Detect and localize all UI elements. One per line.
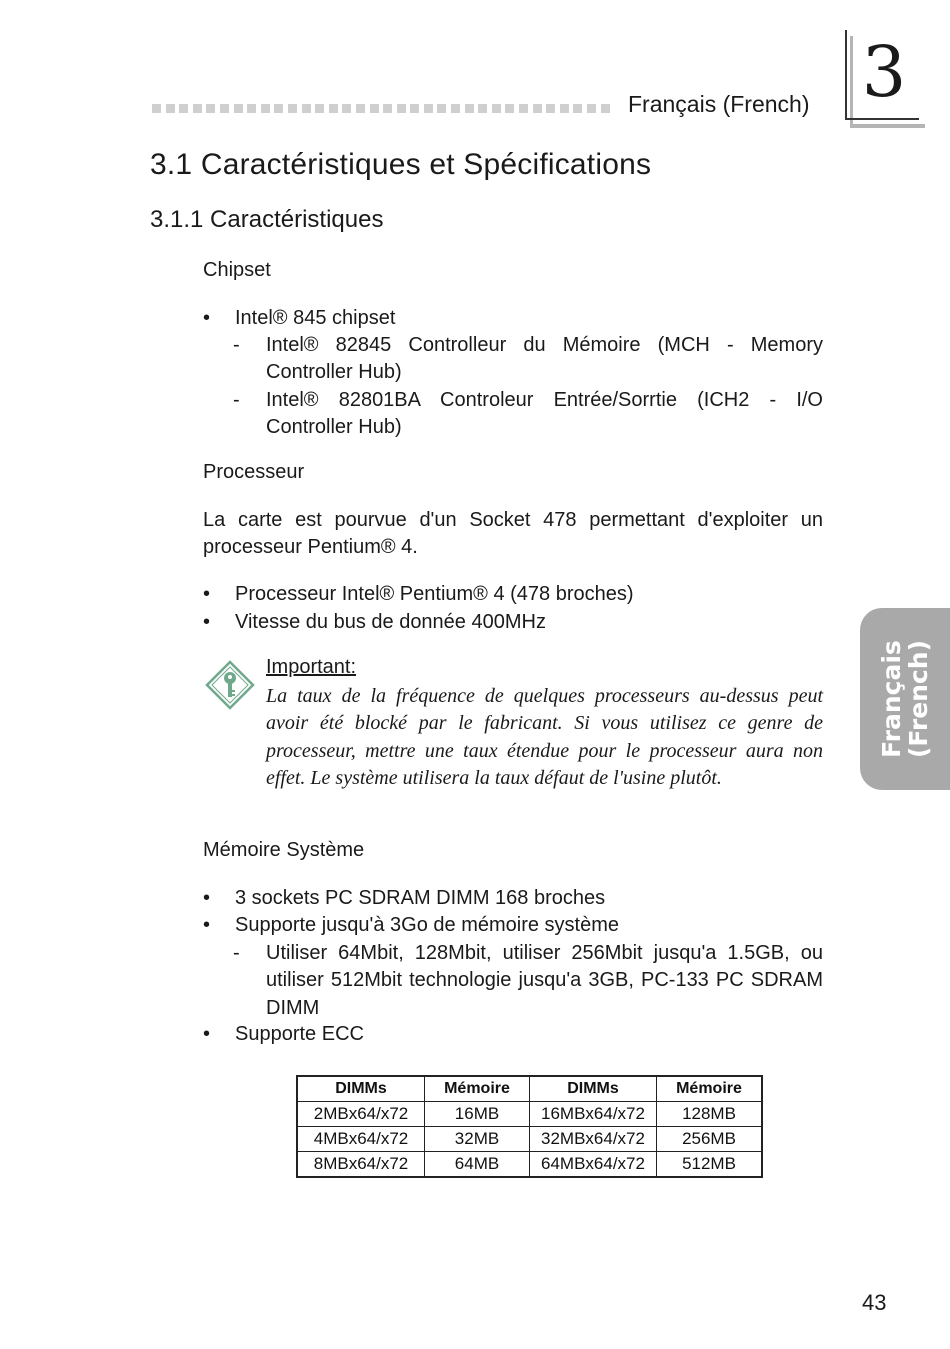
dash-mark: - <box>233 942 240 964</box>
header-language: Français (French) <box>628 91 810 117</box>
header-dot <box>587 104 596 113</box>
table-cell: 128MB <box>657 1102 763 1127</box>
header-dot <box>437 104 446 113</box>
memory-bullet-ecc: Supporte ECC <box>235 1023 364 1045</box>
header-dot <box>288 104 297 113</box>
header-dot <box>560 104 569 113</box>
memory-subitem-tech: Utiliser 64Mbit, 128Mbit, utiliser 256Mbit jusqu'a 1.5GB, ou utiliser 512Mbit technologie jusqu'a 3GB, PC-133 PC SDRAM DIMM <box>266 942 823 1019</box>
header-dot <box>519 104 528 113</box>
table-header: DIMMs <box>530 1076 657 1102</box>
list-item <box>203 1021 823 1048</box>
key-diamond-icon <box>205 660 255 710</box>
dash-mark: - <box>233 334 240 356</box>
bullet-mark: • <box>203 1023 211 1045</box>
table-header: Mémoire <box>657 1076 763 1102</box>
memory-bullet-capacity: Supporte jusqu'à 3Go de mémoire système <box>235 914 620 936</box>
table-cell: 256MB <box>657 1127 763 1152</box>
header-dot <box>451 104 460 113</box>
header-dot <box>193 104 202 113</box>
memory-heading: Mémoire Système <box>203 839 365 861</box>
header-dot <box>329 104 338 113</box>
important-title: Important: <box>266 656 357 678</box>
bullet-mark: • <box>203 611 211 633</box>
list-item <box>203 885 823 912</box>
header-dot <box>546 104 555 113</box>
table-row <box>297 1152 762 1178</box>
header-dot <box>206 104 215 113</box>
table-cell: 4MBx64/x72 <box>297 1127 425 1152</box>
header-dot <box>478 104 487 113</box>
header-dot <box>356 104 365 113</box>
dash-mark: - <box>233 389 240 411</box>
header-dot <box>465 104 474 113</box>
list-item <box>203 912 823 939</box>
header-dot <box>274 104 283 113</box>
processor-bullet-1: Processeur Intel® Pentium® 4 (478 broches) <box>235 583 634 605</box>
header-dot <box>179 104 188 113</box>
header-dot <box>342 104 351 113</box>
page-title: 3.1 Caractéristiques et Spécifications <box>150 148 652 181</box>
header-dot <box>505 104 514 113</box>
processor-paragraph: La carte est pourvue d'un Socket 478 permettant d'exploiter un processeur Pentium® 4. <box>203 509 823 559</box>
table-header: Mémoire <box>425 1076 530 1102</box>
table-row <box>297 1127 762 1152</box>
chipset-subitem-mch: Intel® 82845 Controlleur du Mémoire (MCH - Memory Controller Hub) <box>266 334 823 384</box>
header-dot <box>424 104 433 113</box>
header-dot <box>166 104 175 113</box>
table-cell: 32MBx64/x72 <box>530 1127 657 1152</box>
list-subitem <box>233 940 823 1022</box>
header-dot <box>533 104 542 113</box>
processor-heading: Processeur <box>203 461 305 483</box>
memory-table <box>296 1075 763 1178</box>
list-item <box>203 581 823 608</box>
header-dot <box>601 104 610 113</box>
chipset-subitem-ich2: Intel® 82801BA Controleur Entrée/Sorrtie (ICH2 - I/O Controller Hub) <box>266 389 823 439</box>
memory-bullet-sockets: 3 sockets PC SDRAM DIMM 168 broches <box>235 887 606 909</box>
processor-bullet-2: Vitesse du bus de donnée 400MHz <box>235 611 546 633</box>
header-dot <box>247 104 256 113</box>
table-cell: 2MBx64/x72 <box>297 1102 425 1127</box>
side-label-line2: (French) <box>904 639 933 759</box>
bullet-mark: • <box>203 583 211 605</box>
section-title: 3.1.1 Caractéristiques <box>150 206 384 233</box>
table-cell: 32MB <box>425 1127 530 1152</box>
header-dot <box>220 104 229 113</box>
header-dot <box>370 104 379 113</box>
list-item <box>203 609 823 636</box>
header-dot <box>410 104 419 113</box>
list-item <box>203 305 823 332</box>
header-dot <box>383 104 392 113</box>
list-subitem <box>233 387 823 442</box>
chipset-bullet: Intel® 845 chipset <box>235 307 396 329</box>
important-text: La taux de la fréquence de quelques processeurs au-dessus peut avoir été blocké par le fabricant. Si vous utilisez ce genre de processeur, mettre une taux étendue pour le processeur aura non effet. Le système utilisera la taux défaut de l'usine plutôt. <box>266 685 823 790</box>
chipset-heading: Chipset <box>203 259 271 281</box>
list-subitem <box>233 332 823 387</box>
bullet-mark: • <box>203 887 211 909</box>
table-header: DIMMs <box>297 1076 425 1102</box>
header-dot <box>152 104 161 113</box>
header-dot <box>302 104 311 113</box>
header-dot <box>397 104 406 113</box>
table-header-row <box>297 1076 762 1102</box>
table-cell: 512MB <box>657 1152 763 1178</box>
table-cell: 64MBx64/x72 <box>530 1152 657 1178</box>
side-label-line1: Français <box>877 640 906 758</box>
header-dot <box>261 104 270 113</box>
side-language-label <box>860 608 950 790</box>
table-cell: 16MB <box>425 1102 530 1127</box>
header-dot-rule <box>152 104 618 116</box>
table-row <box>297 1102 762 1127</box>
header-dot <box>315 104 324 113</box>
header-dot <box>234 104 243 113</box>
bullet-mark: • <box>203 307 211 329</box>
header-dot <box>573 104 582 113</box>
table-cell: 64MB <box>425 1152 530 1178</box>
page-number: 43 <box>862 1290 887 1315</box>
bullet-mark: • <box>203 914 211 936</box>
table-cell: 16MBx64/x72 <box>530 1102 657 1127</box>
chapter-number: 3 <box>861 31 907 113</box>
table-cell: 8MBx64/x72 <box>297 1152 425 1178</box>
header-dot <box>492 104 501 113</box>
